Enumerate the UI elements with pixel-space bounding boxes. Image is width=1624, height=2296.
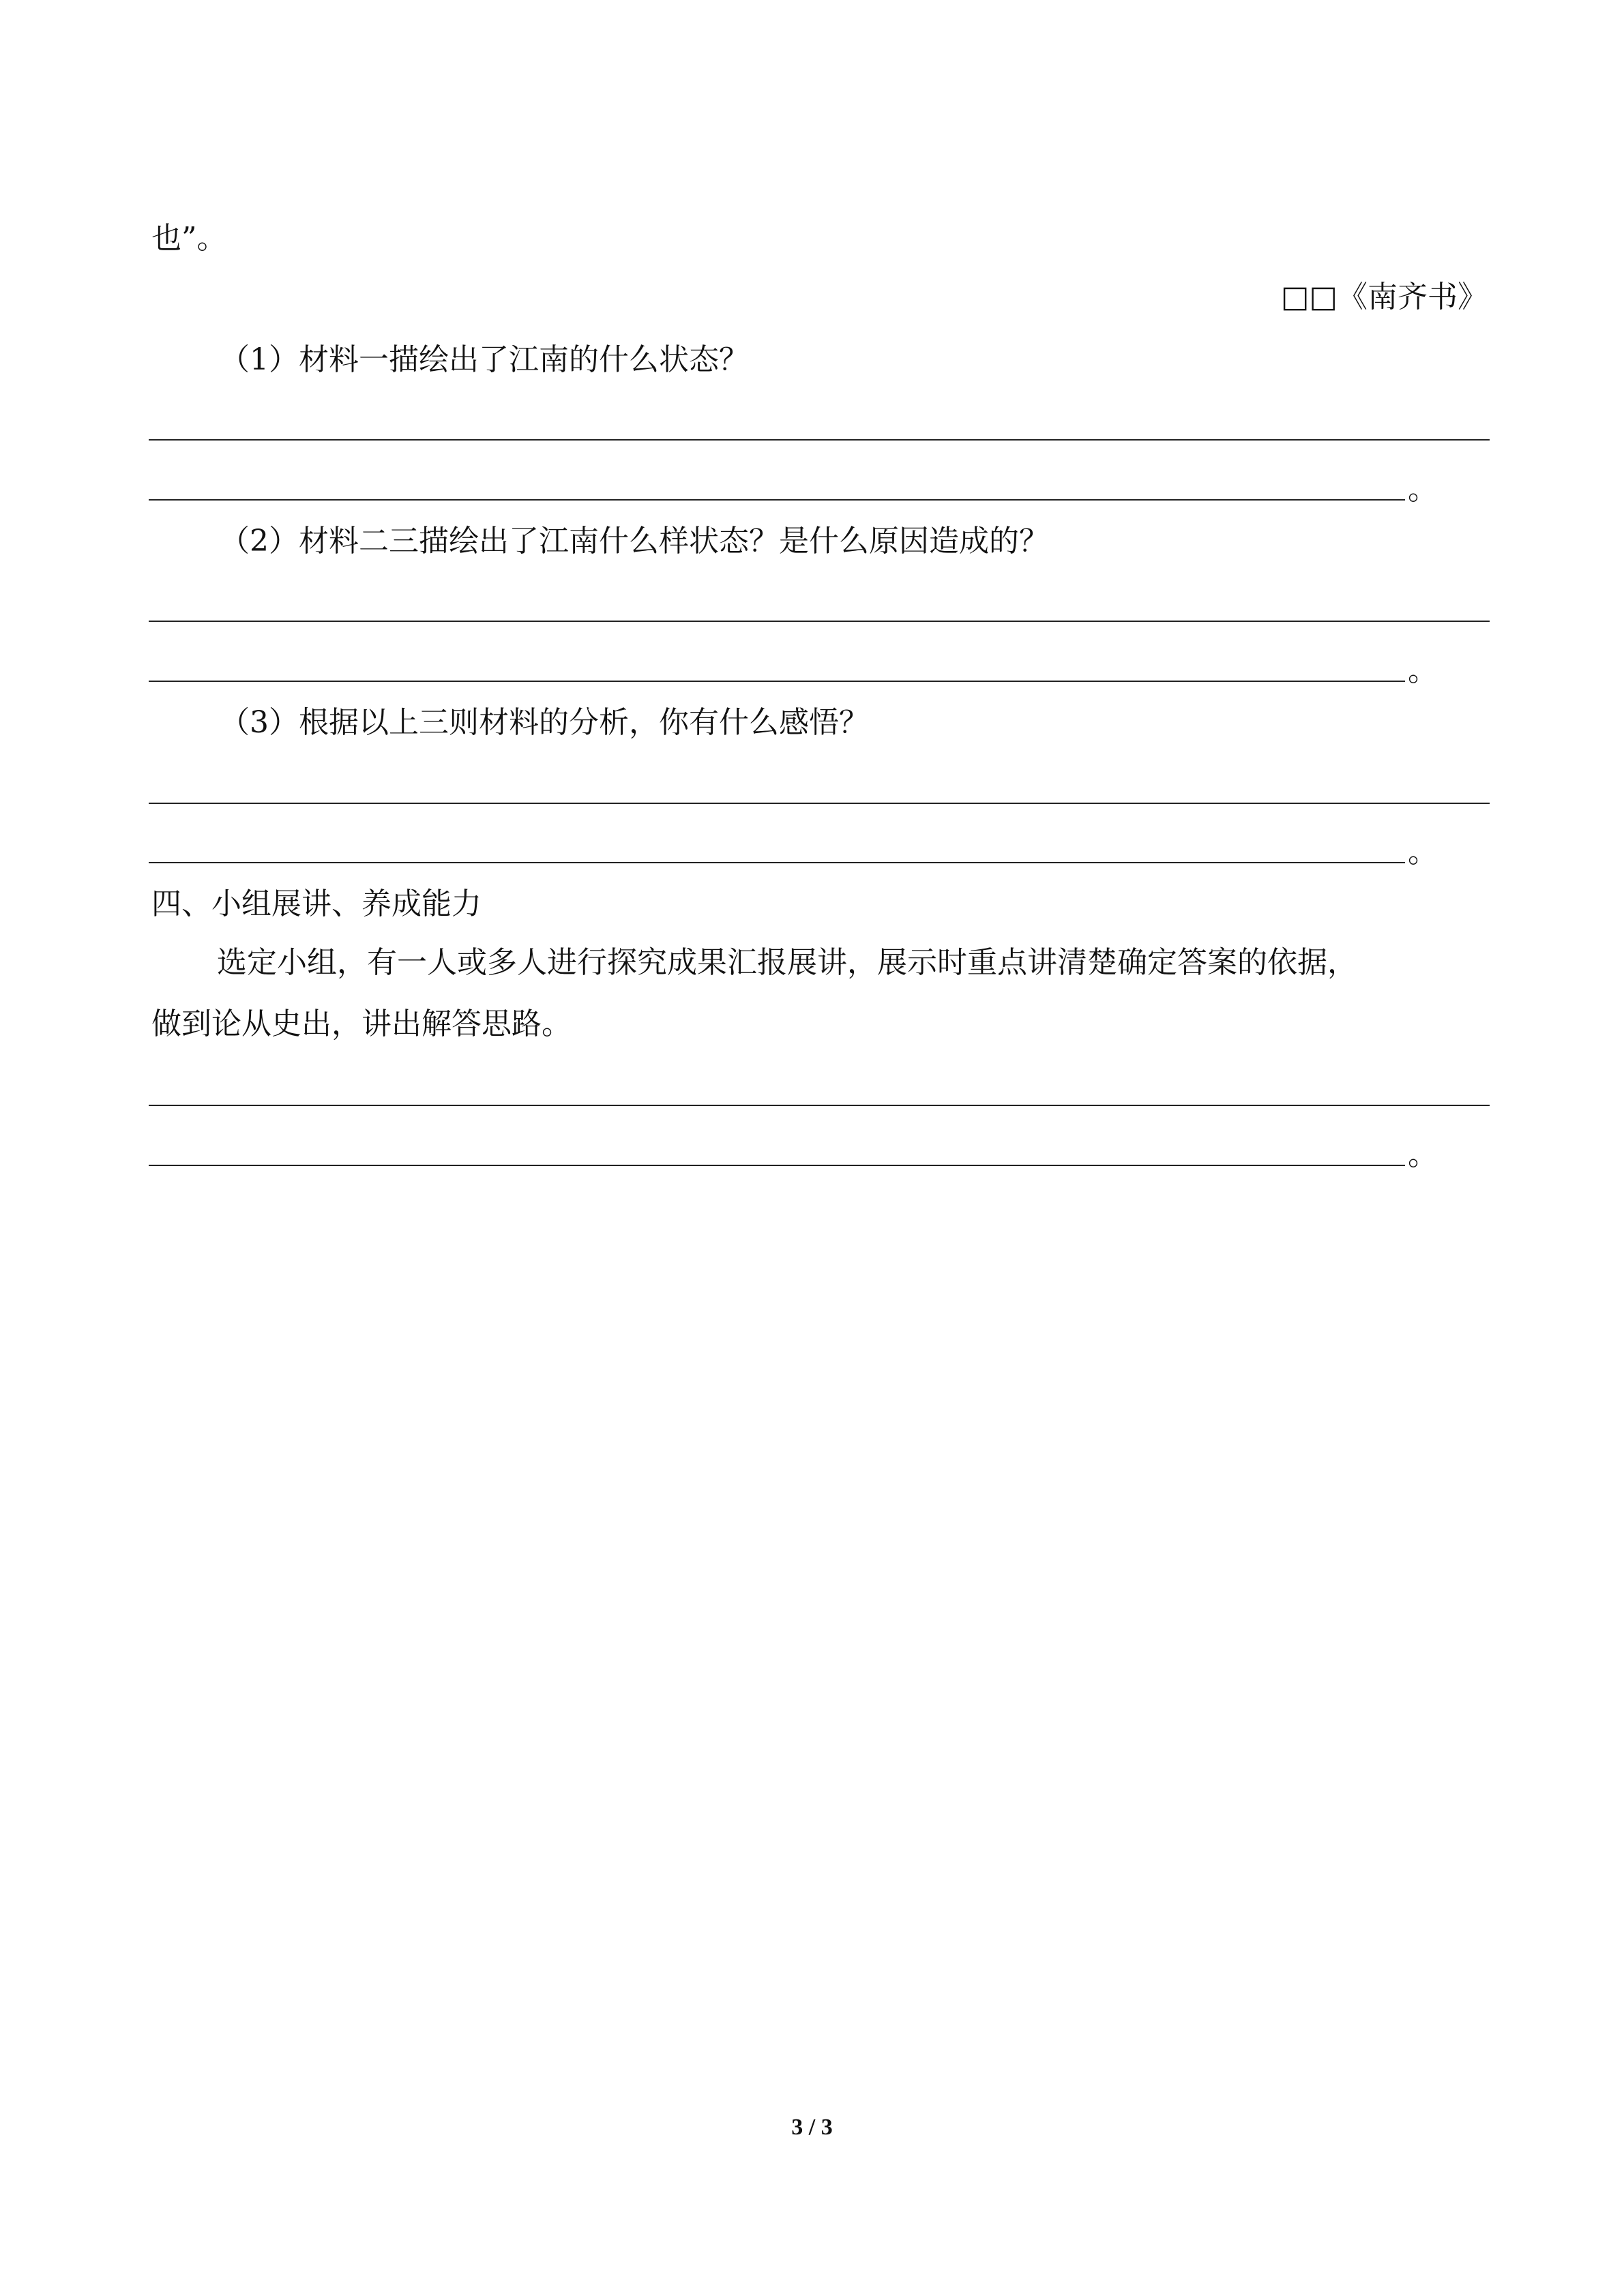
continuation-text: 也”。 <box>151 221 227 256</box>
answer-end-mark-2: 。 <box>1408 653 1438 688</box>
answer-line-4b <box>149 1165 1405 1166</box>
answer-line-1a <box>149 439 1490 441</box>
answer-line-3b <box>149 862 1405 863</box>
question-3: （3）根据以上三则材料的分析，你有什么感悟？ <box>220 705 869 740</box>
question-1: （1）材料一描绘出了江南的什么状态？ <box>220 342 749 377</box>
answer-line-1b <box>149 499 1405 501</box>
answer-line-2a <box>149 621 1490 622</box>
answer-end-mark-3: 。 <box>1408 835 1438 869</box>
answer-end-mark-4: 。 <box>1408 1137 1438 1172</box>
section-four-paragraph-line2: 做到论从史出，讲出解答思路。 <box>151 1007 572 1041</box>
answer-line-3a <box>149 803 1490 804</box>
source-attribution: □□《南齐书》 <box>1280 280 1488 314</box>
answer-end-mark-1: 。 <box>1408 472 1438 507</box>
answer-line-4a <box>149 1105 1490 1106</box>
section-four-heading: 四、小组展讲、养成能力 <box>151 886 482 921</box>
answer-line-2b <box>149 681 1405 682</box>
section-four-paragraph-line1: 选定小组，有一人或多人进行探究成果汇报展讲，展示时重点讲清楚确定答案的依据， <box>217 945 1357 980</box>
page-number: 3 / 3 <box>791 2115 833 2140</box>
question-2: （2）材料二三描绘出了江南什么样状态？是什么原因造成的？ <box>220 524 1049 558</box>
